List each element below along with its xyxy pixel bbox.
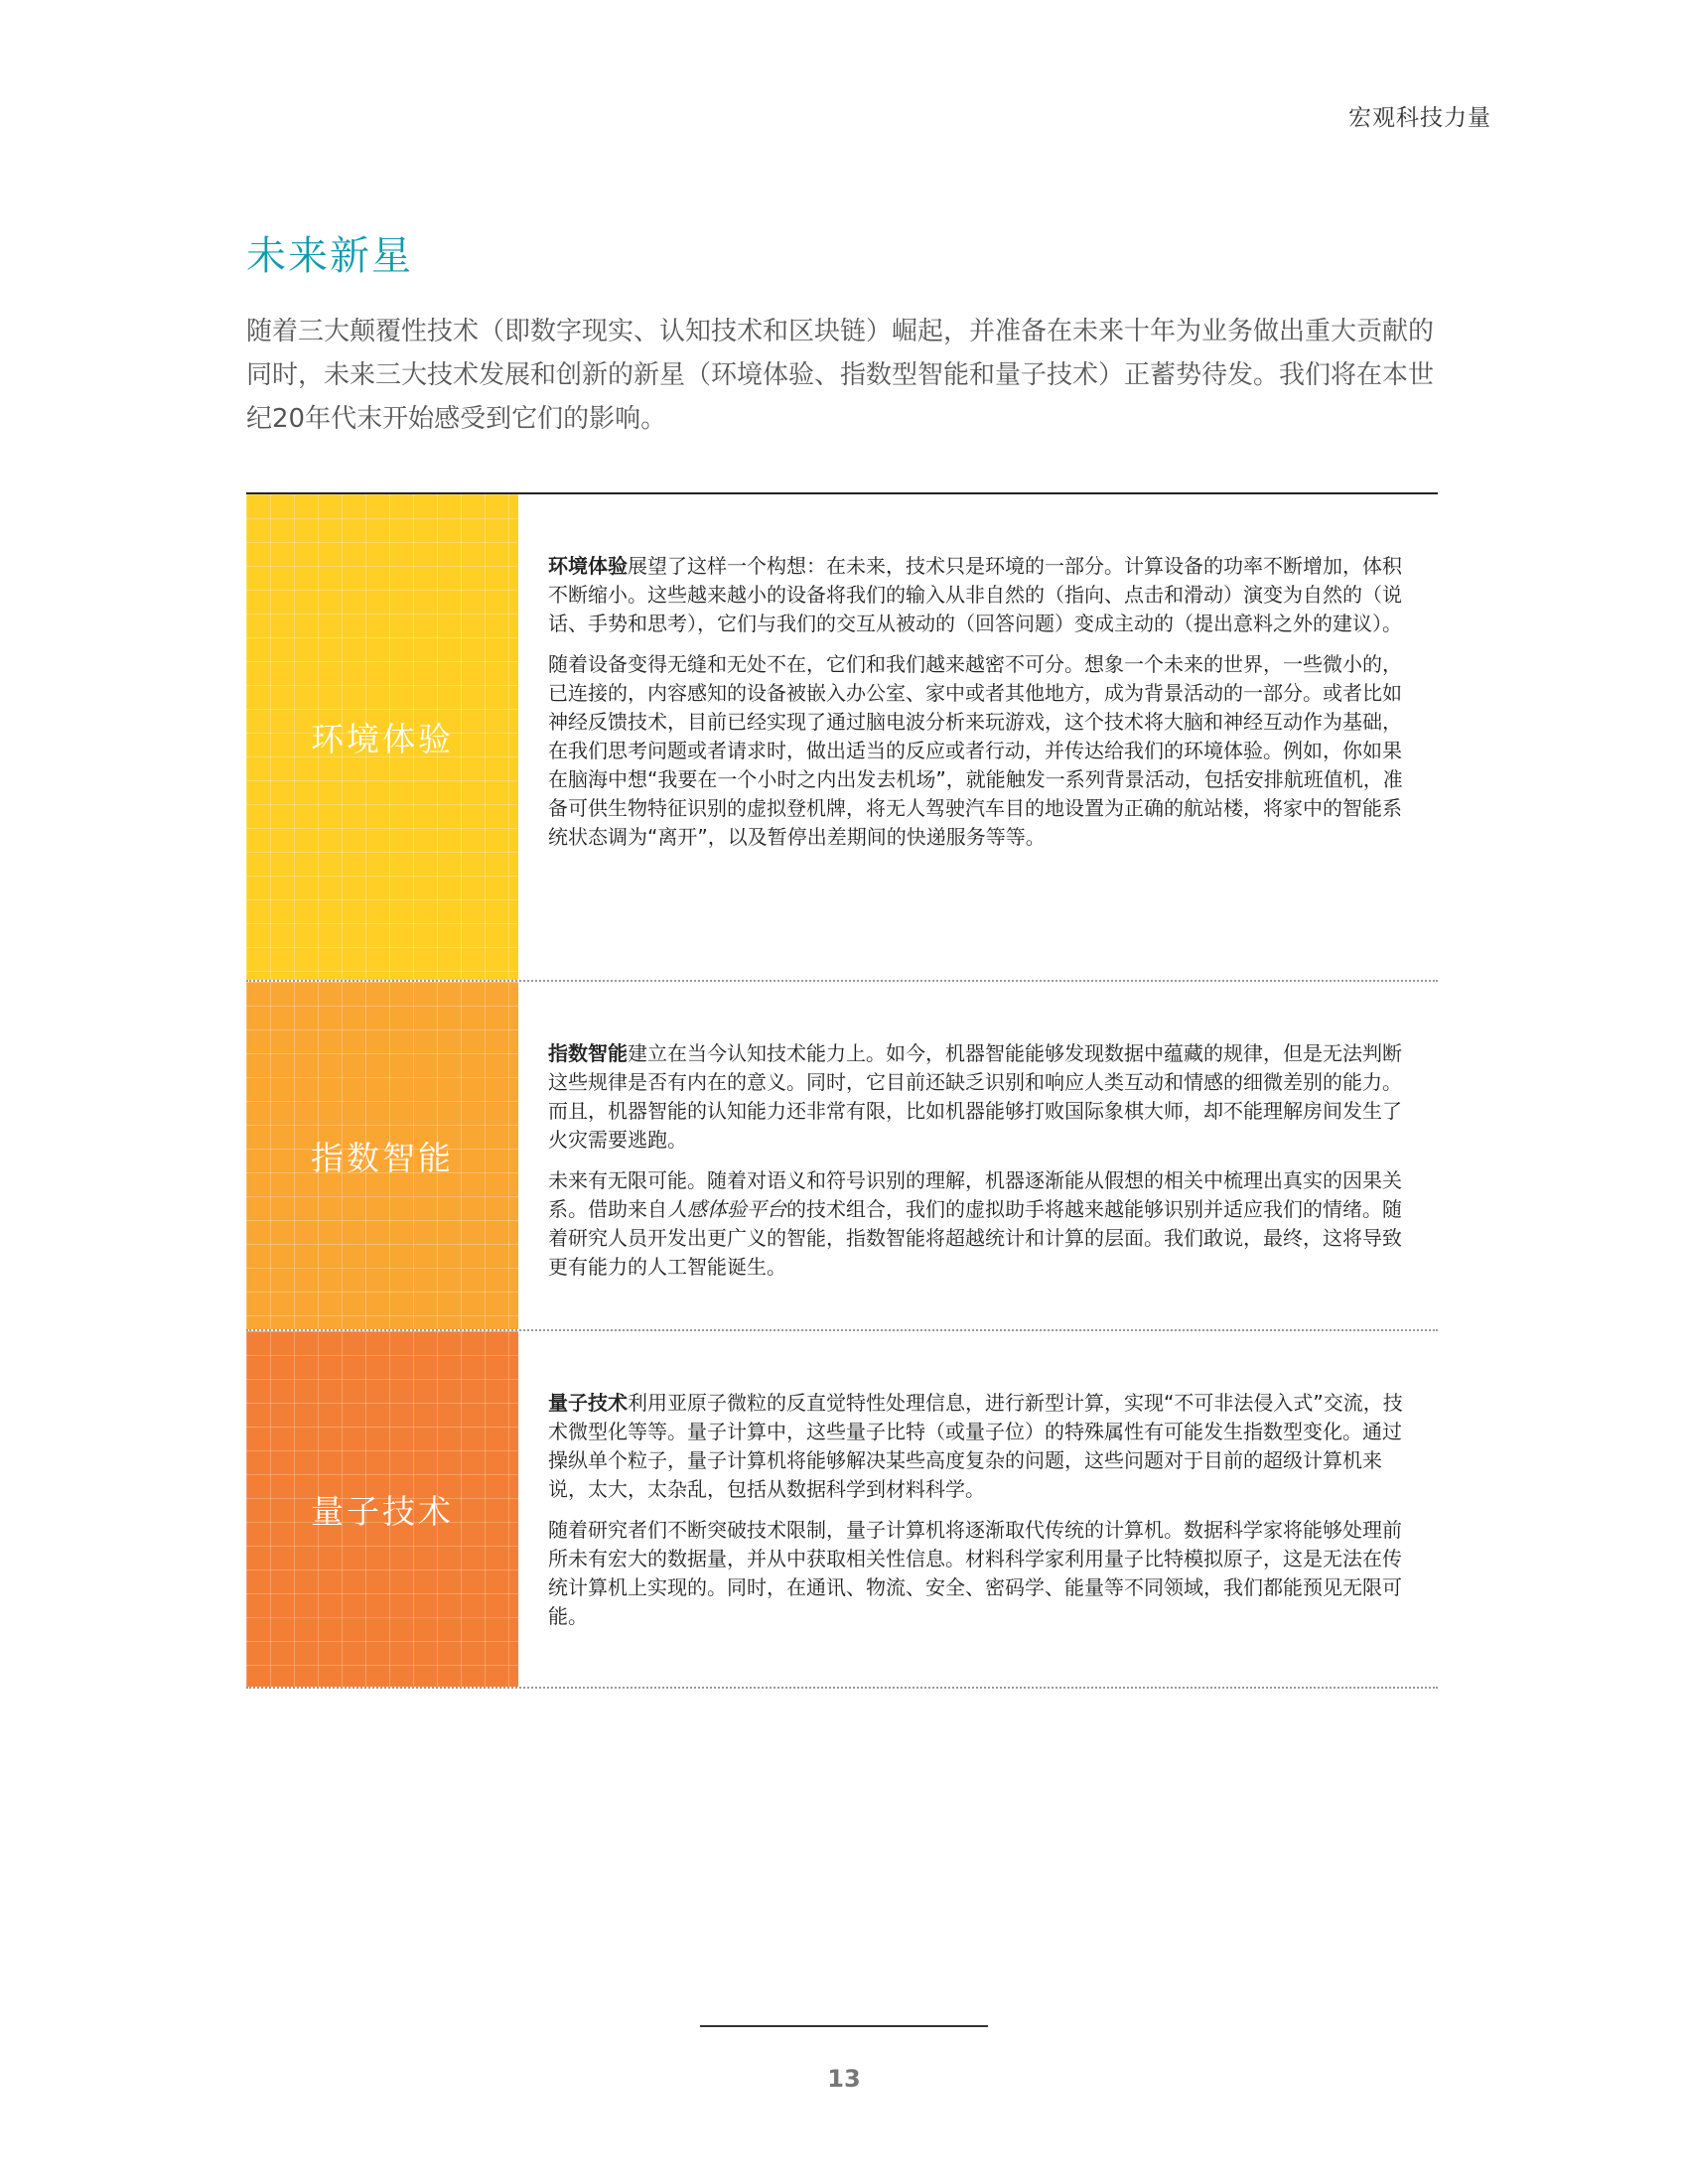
paragraph: 随着设备变得无缝和无处不在，它们和我们越来越密不可分。想象一个未来的世界，一些微小的，已连接的，内容感知的设备被嵌入办公室、家中或者其他地方，成为背景活动的一部分。或者比如神经反馈技术，目前已经实现了通过脑电波分析来玩游戏，这个技术将大脑和神经互动作为基础，在我们思考问题或者请求时，做出适当的反应或者行动，并传达给我们的环境体验。例如，你如果在脑海中想“我要在一个小时之内出发去机场”，就能触发一系列背景活动，包括安排航班值机，准备可供生物特征识别的虚拟登机牌，将无人驾驶汽车目的地设置为正确的航站楼，将家中的智能系统状态调为“离开”，以及暂停出差期间的快递服务等等。 xyxy=(548,652,1403,849)
lead-term: 量子技术 xyxy=(548,1391,628,1415)
paragraph xyxy=(548,552,1418,638)
paragraph-text: 未来有无限可能。随着对语义和符号识别的理解，机器逐渐能从假想的相关中梳理出真实的因果关系。借助来自 xyxy=(548,1168,1402,1221)
paragraph-text: 建立在当今认知技术能力上。如今，机器智能能够发现数据中蕴藏的规律，但是无法判断这些规律是否有内在的意义。同时，它目前还缺乏识别和响应人类互动和情感的细微差别的能力。而且，机器智能的认知能力还非常有限，比如机器能够打败国际象棋大师，却不能理解房间发生了火灾需要逃跑。 xyxy=(548,1041,1402,1152)
running-head: 宏观科技力量 xyxy=(1348,105,1491,131)
paragraph: 随着研究者们不断突破技术限制，量子计算机将逐渐取代传统的计算机。数据科学家将能够处理前所未有宏大的数据量，并从中获取相关性信息。材料科学家利用量子比特模拟原子，这是无法在传统计算机上实现的。同时，在通讯、物流、安全、密码学、能量等不同领域，我们都能预见无限可能。 xyxy=(548,1518,1402,1628)
swatch-label: 量子技术 xyxy=(311,1491,454,1531)
paragraph-text: 利用亚原子微粒的反直觉特性处理信息，进行新型计算，实现“不可非法侵入式”交流，技术微型化等等。量子计算中，这些量子比特（或量子位）的特殊属性有可能发生指数型变化。通过操纵单个粒子，量子计算机将能够解决某些高度复杂的问题，这些问题对于目前的超级计算机来说，太大，太杂乱，包括从数据科学到材料科学。 xyxy=(548,1391,1403,1501)
swatch-label: 指数智能 xyxy=(311,1138,454,1177)
paragraph-text: 展望了这样一个构想：在未来，技术只是环境的一部分。计算设备的功率不断增加，体积不断缩小。这些越来越小的设备将我们的输入从非自然的（指向、点击和滑动）演变为自然的（说话、手势和思考），它们与我们的交互从被动的（回答问题）变成主动的（提出意料之外的建议）。 xyxy=(548,554,1402,635)
swatch-quantum-technology xyxy=(246,1331,518,1687)
paragraph xyxy=(548,1039,1418,1155)
swatch-exponential-intelligence xyxy=(246,982,518,1329)
paragraph xyxy=(548,1389,1418,1504)
paragraph xyxy=(548,1166,1418,1282)
row-text xyxy=(518,982,1438,1329)
row-text xyxy=(518,1331,1438,1687)
footer-rule xyxy=(700,2025,988,2027)
page-number: 13 xyxy=(827,2065,861,2093)
row-exponential-intelligence xyxy=(246,982,1438,1331)
swatch-label: 环境体验 xyxy=(311,720,454,758)
paragraph-text: 的技术组合，我们的虚拟助手将越来越能够识别并适应我们的情绪。随着研究人员开发出更广义的智能，指数智能将超越统计和计算的层面。我们敢说，最终，这将导致更有能力的人工智能诞生。 xyxy=(548,1197,1402,1279)
row-quantum-technology xyxy=(246,1331,1438,1689)
swatch-ambient-experience xyxy=(246,494,518,980)
row-ambient-experience xyxy=(246,494,1438,982)
section-title: 未来新星 xyxy=(246,233,413,279)
emphasis-text: 人感体验平台 xyxy=(667,1197,786,1221)
row-text xyxy=(518,494,1438,980)
lead-term: 指数智能 xyxy=(548,1041,628,1065)
technology-rows xyxy=(246,492,1438,1689)
intro-paragraph: 随着三大颠覆性技术（即数字现实、认知技术和区块链）崛起，并准备在未来十年为业务做出重大贡献的同时，未来三大技术发展和创新的新星（环境体验、指数型智能和量子技术）正蓄势待发。我们将在本世纪20年代末开始感受到它们的影响。 xyxy=(246,317,1435,434)
lead-term: 环境体验 xyxy=(548,554,628,578)
